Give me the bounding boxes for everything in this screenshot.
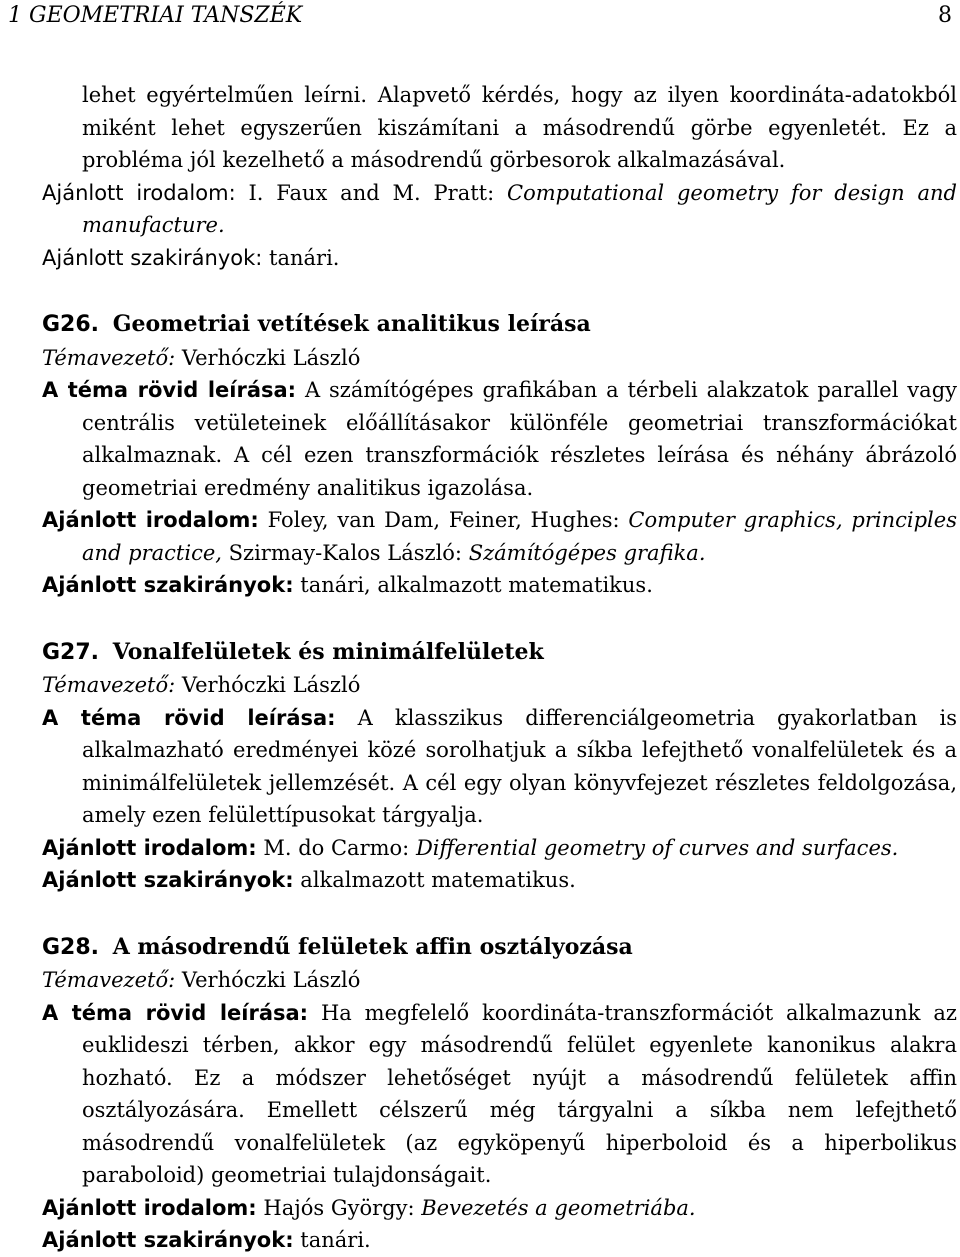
page-body <box>42 79 957 1257</box>
literature-title: Számítógépes grafika. <box>468 540 706 565</box>
supervisor-name: Verhóczki László <box>181 673 361 697</box>
literature-authors: I. Faux and M. Pratt: <box>248 180 495 205</box>
literature-title: Bevezetés a geometriába. <box>421 1195 696 1220</box>
supervisor-name: Verhóczki László <box>181 345 361 370</box>
recommended-literature <box>42 177 957 242</box>
section-g27 <box>42 636 957 897</box>
recommended-specializations <box>42 569 957 602</box>
supervisor-label: Témavezető: <box>42 968 176 992</box>
supervisor-name: Verhóczki László <box>181 968 361 992</box>
section-title <box>42 931 957 965</box>
description-text: A klasszikus differenciálgeometria gyakorlatban is alkalmazható eredményei közé sorolhatjuk a síkba lefejthető vonalfelületek és a minimálfelületek jellemzését. A cél egy olyan könyvfejezet részletes feldolgozása, amely ezen felülettípusokat tárgyalja. <box>82 705 957 827</box>
recommended-literature <box>42 504 957 569</box>
page-number: 8 <box>938 3 952 28</box>
description-label: A téma rövid leírása: <box>42 1000 309 1025</box>
specializations-label: Ajánlott szakirányok: <box>42 245 263 270</box>
literature-title: Differential geometry of curves and surfaces. <box>415 835 899 860</box>
section-heading: A másodrendű felületek affin osztályozása <box>112 933 633 960</box>
recommended-specializations <box>42 242 957 275</box>
section-heading: Vonalfelületek és minimálfelületek <box>112 638 544 665</box>
recommended-literature <box>42 832 957 865</box>
description-label: A téma rövid leírása: <box>42 378 297 402</box>
literature-label: Ajánlott irodalom: <box>42 1195 257 1220</box>
specializations-value: tanári, alkalmazott matematikus. <box>300 573 653 597</box>
chapter-header: 1 GEOMETRIAI TANSZÉK <box>8 3 303 28</box>
specializations-label: Ajánlott szakirányok: <box>42 1228 294 1252</box>
description <box>42 374 957 504</box>
section-heading: Geometriai vetítések analitikus leírása <box>112 311 591 337</box>
supervisor-line <box>42 964 957 997</box>
literature-label: Ajánlott irodalom: <box>42 508 259 532</box>
description <box>42 997 957 1192</box>
section-code: G28. <box>42 934 100 960</box>
section-g28 <box>42 931 957 1257</box>
supervisor-label: Témavezető: <box>42 673 176 697</box>
literature-label: Ajánlott irodalom: <box>42 180 236 205</box>
specializations-label: Ajánlott szakirányok: <box>42 868 294 892</box>
literature-authors: M. do Carmo: <box>263 835 410 860</box>
specializations-value: tanári. <box>269 245 340 270</box>
supervisor-line <box>42 342 957 375</box>
supervisor-line <box>42 669 957 702</box>
intro-paragraph: lehet egyértelműen leírni. Alapvető kérdés, hogy az ilyen koordináta-adatokból miként lehet egyszerűen kiszámítani a másodrendű görbe egyenletét. Ez a probléma jól kezelhető a másodrendű görbesorok alkalmazásával. <box>82 83 957 172</box>
intro-block <box>42 79 957 274</box>
literature-title: Computational geometry for design and manufacture. <box>82 180 957 237</box>
recommended-specializations <box>42 864 957 897</box>
running-header <box>0 0 960 32</box>
specializations-value: alkalmazott matematikus. <box>300 868 576 892</box>
specializations-label: Ajánlott szakirányok: <box>42 573 294 597</box>
description <box>42 702 957 832</box>
recommended-specializations <box>42 1224 957 1257</box>
recommended-literature <box>42 1192 957 1225</box>
literature-authors: Szirmay-Kalos László: <box>228 540 462 565</box>
section-code: G26. <box>42 312 100 337</box>
section-g26 <box>42 308 957 602</box>
supervisor-label: Témavezető: <box>42 345 176 370</box>
literature-authors: Foley, van Dam, Feiner, Hughes: <box>267 508 620 532</box>
section-title <box>42 308 957 342</box>
section-title <box>42 636 957 670</box>
section-code: G27. <box>42 639 100 665</box>
literature-title: Computer graphics, principles and practice, <box>82 508 957 565</box>
description-text: Ha megfelelő koordináta-transzformációt alkalmazunk az euklideszi térben, akkor egy másodrendű felület egyenlete kanonikus alakra hozható. Ez a módszer lehetőséget nyújt a másodrendű felületek affin osztályozására. Emellett célszerű még tárgyalni a síkba nem lefejthető másodrendű vonalfelületek (az egyköpenyű hiperboloid és a hiperbolikus paraboloid) geometriai tulajdonságait. <box>82 1000 957 1187</box>
literature-authors: Hajós György: <box>263 1195 415 1220</box>
description-text: A számítógépes grafikában a térbeli alakzatok parallel vagy centrális vetületeinek előállításakor különféle geometriai transzformációkat alkalmaznak. A cél ezen transzformációk részletes leírása és néhány ábrázoló geometriai eredmény analitikus igazolása. <box>82 378 957 500</box>
description-label: A téma rövid leírása: <box>42 705 336 730</box>
literature-label: Ajánlott irodalom: <box>42 835 257 860</box>
specializations-value: tanári. <box>300 1228 371 1252</box>
